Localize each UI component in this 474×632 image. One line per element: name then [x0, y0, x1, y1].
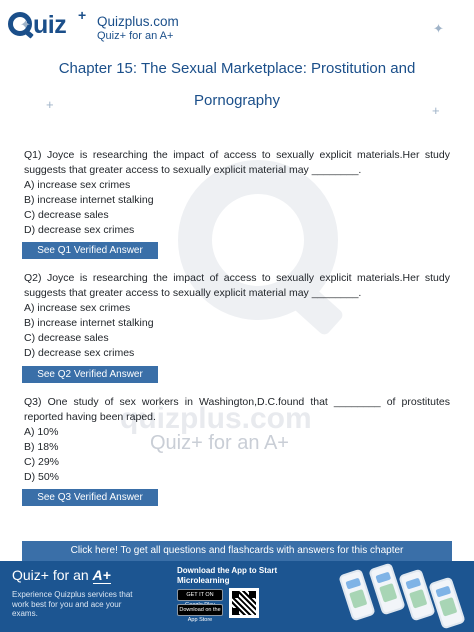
question-2-option-c: C) decrease sales — [24, 332, 109, 344]
app-store-button[interactable]: Download on the App Store — [177, 604, 223, 616]
download-app-text: Download the App to Start Microlearning — [177, 566, 278, 585]
page-header — [0, 0, 474, 48]
footer-brand-prefix: Quiz+ for an — [12, 567, 93, 583]
question-3-option-b: B) 18% — [24, 441, 59, 453]
question-3-option-c: C) 29% — [24, 456, 60, 468]
question-3-text: Q3) One study of sex workers in Washington,D.C.found that ________ of prostitutes reported having been raped. — [24, 396, 450, 423]
sparkle-icon: ✦ — [20, 17, 31, 32]
question-3-option-a: A) 10% — [24, 426, 59, 438]
question-1-option-d: D) decrease sex crimes — [24, 224, 135, 236]
see-q3-answer-button[interactable]: See Q3 Verified Answer — [22, 489, 158, 506]
get-all-questions-link[interactable]: Click here! To get all questions and flashcards with answers for this chapter — [22, 541, 452, 561]
chapter-title-line-2: Pornography — [194, 92, 280, 109]
question-2-option-a: A) increase sex crimes — [24, 302, 131, 314]
question-1-text: Q1) Joyce is researching the impact of access to sexually explicit materials.Her study suggests that greater access to sexually explicit material may ________. — [24, 149, 450, 176]
brand-tagline: Quiz+ for an A+ — [97, 30, 174, 42]
logo-plus-glyph: + — [78, 7, 87, 23]
watermark-site: quizplus.com — [120, 402, 312, 435]
question-2-text: Q2) Joyce is researching the impact of access to sexually explicit materials.Her study suggests that greater access to sexually explicit material may ________. — [24, 272, 450, 299]
app-promo-footer — [0, 561, 474, 632]
qr-code-icon — [229, 588, 259, 618]
question-2-option-d: D) decrease sex crimes — [24, 347, 135, 359]
watermark-tagline: Quiz+ for an A+ — [150, 432, 289, 454]
question-1-option-c: C) decrease sales — [24, 209, 109, 221]
footer-brand — [12, 566, 111, 584]
chapter-title-line-1: Chapter 15: The Sexual Marketplace: Prostitution and — [58, 60, 416, 77]
question-2-option-b: B) increase internet stalking — [24, 317, 154, 329]
google-play-button[interactable]: GET IT ON — [177, 589, 223, 601]
footer-brand-grade: A+ — [92, 567, 111, 583]
plus-icon: + — [46, 97, 54, 112]
question-1-option-b: B) increase internet stalking — [24, 194, 154, 206]
sparkle-icon: ✦ — [433, 21, 444, 36]
quiz-plus-logo-icon[interactable]: uiz + — [8, 10, 90, 40]
phone-mockup-icon — [428, 576, 466, 629]
question-3-option-d: D) 50% — [24, 471, 60, 483]
see-q2-answer-button[interactable]: See Q2 Verified Answer — [22, 366, 158, 383]
phone-mockup-icon — [398, 568, 436, 621]
plus-icon: + — [432, 103, 440, 118]
footer-description: Experience Quizplus services that work best for you and ace your exams. — [12, 590, 133, 618]
see-q1-answer-button[interactable]: See Q1 Verified Answer — [22, 242, 158, 259]
brand-name[interactable]: Quizplus.com — [97, 14, 179, 29]
question-1-option-a: A) increase sex crimes — [24, 179, 131, 191]
